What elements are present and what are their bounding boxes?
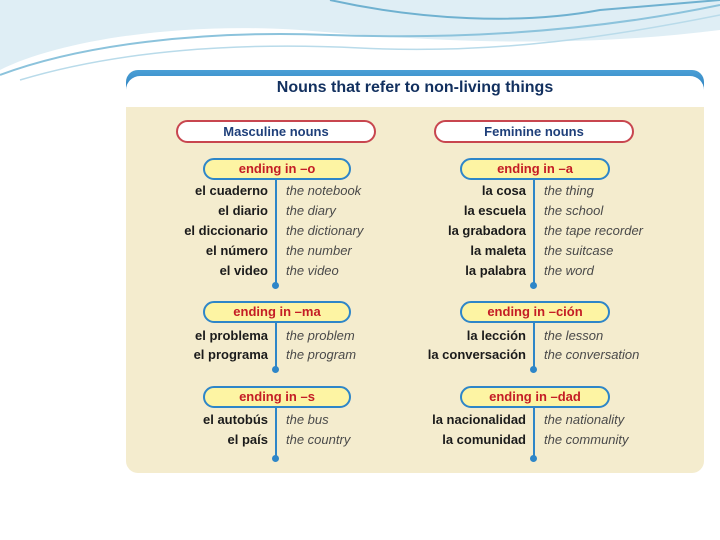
english-translation: the program <box>286 347 357 362</box>
list-item <box>126 241 704 261</box>
english-translation: the notebook <box>286 183 362 198</box>
spanish-noun: la grabadora <box>447 223 526 238</box>
connector-dot <box>272 282 279 289</box>
chart-title: Nouns that refer to non-living things <box>126 76 704 107</box>
spanish-noun: el número <box>205 243 268 258</box>
english-translation: the lesson <box>544 328 604 343</box>
spanish-noun: la cosa <box>481 183 526 198</box>
spanish-noun: la palabra <box>465 263 526 278</box>
list-item <box>126 201 704 221</box>
ending-pill-cion: ending in –ción <box>460 301 610 323</box>
noun-chart-card <box>126 70 704 473</box>
list-item <box>126 181 704 201</box>
spanish-noun: el autobús <box>202 412 268 427</box>
list-item <box>126 326 704 346</box>
connector-dot <box>530 455 537 462</box>
list-item <box>126 430 704 450</box>
spanish-noun: el cuaderno <box>195 183 268 198</box>
spanish-noun: el diccionario <box>184 223 268 238</box>
english-translation: the school <box>544 203 604 218</box>
english-translation: the dictionary <box>286 223 364 238</box>
english-translation: the country <box>286 432 351 447</box>
list-item <box>126 261 704 281</box>
english-translation: the diary <box>286 203 336 218</box>
connector-dot <box>272 455 279 462</box>
english-translation: the word <box>544 263 594 278</box>
english-translation: the video <box>286 263 339 278</box>
spanish-noun: el problema <box>195 328 268 343</box>
spanish-noun: la nacionalidad <box>432 412 526 427</box>
ending-pill-o: ending in –o <box>203 158 351 180</box>
spanish-noun: la maleta <box>470 243 526 258</box>
ending-pill-s: ending in –s <box>203 386 351 408</box>
list-item <box>126 345 704 365</box>
english-translation: the nationality <box>544 412 625 427</box>
feminine-header: Feminine nouns <box>434 120 634 143</box>
english-translation: the conversation <box>544 347 640 362</box>
list-item <box>126 221 704 241</box>
ending-pill-ma: ending in –ma <box>203 301 351 323</box>
spanish-noun: la comunidad <box>442 432 526 447</box>
english-translation: the bus <box>286 412 329 427</box>
spanish-noun: el video <box>219 263 268 278</box>
masculine-header: Masculine nouns <box>176 120 376 143</box>
connector-dot <box>272 366 279 373</box>
list-item <box>126 410 704 430</box>
spanish-noun: la conversación <box>427 347 526 362</box>
connector-dot <box>530 282 537 289</box>
spanish-noun: el programa <box>193 347 268 362</box>
spanish-noun: la escuela <box>463 203 526 218</box>
spanish-noun: la lección <box>466 328 526 343</box>
english-translation: the number <box>286 243 352 258</box>
english-translation: the thing <box>544 183 594 198</box>
ending-pill-dad: ending in –dad <box>460 386 610 408</box>
spanish-noun: el diario <box>218 203 268 218</box>
english-translation: the problem <box>286 328 355 343</box>
ending-pill-a: ending in –a <box>460 158 610 180</box>
english-translation: the suitcase <box>544 243 614 258</box>
english-translation: the tape recorder <box>544 223 644 238</box>
connector-dot <box>530 366 537 373</box>
spanish-noun: el país <box>227 432 268 447</box>
english-translation: the community <box>544 432 629 447</box>
